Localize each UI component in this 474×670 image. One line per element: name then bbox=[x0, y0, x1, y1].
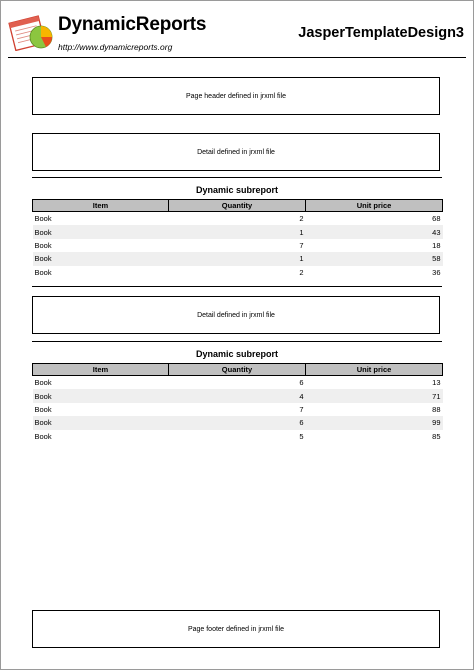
unit-price-cell: 43 bbox=[306, 225, 443, 238]
brand-url[interactable]: http://www.dynamicreports.org bbox=[58, 42, 173, 52]
quantity-cell: 7 bbox=[299, 240, 304, 250]
table-row bbox=[33, 403, 443, 416]
subreport-1-bottom-divider bbox=[32, 286, 442, 287]
item-cell: Book bbox=[33, 389, 169, 402]
subreport-1-title: Dynamic subreport bbox=[195, 185, 279, 195]
table-row bbox=[33, 266, 443, 279]
item-cell: Book bbox=[33, 225, 169, 238]
quantity-cell: 1 bbox=[169, 252, 306, 265]
column-header-item: Item bbox=[33, 200, 169, 212]
detail-text-1: Detail defined in jrxml file bbox=[197, 148, 275, 156]
quantity-cell: 4 bbox=[169, 389, 306, 402]
unit-price-cell: 68 bbox=[432, 214, 441, 224]
detail-box-2 bbox=[32, 296, 440, 334]
item-cell: Book bbox=[34, 431, 52, 441]
table-row bbox=[33, 389, 443, 402]
column-header-quantity: Quantity bbox=[169, 364, 306, 376]
page-header-text: Page header defined in jrxml file bbox=[185, 92, 286, 100]
unit-price-cell: 71 bbox=[306, 389, 443, 402]
unit-price-cell: 58 bbox=[306, 252, 443, 265]
subreport-2-title: Dynamic subreport bbox=[195, 349, 279, 359]
quantity-cell: 2 bbox=[299, 267, 304, 277]
item-cell: Book bbox=[34, 214, 52, 224]
table-row bbox=[33, 252, 443, 265]
detail-text-2: Detail defined in jrxml file bbox=[197, 311, 275, 319]
detail-box-1 bbox=[32, 133, 440, 171]
unit-price-cell: 36 bbox=[432, 267, 441, 277]
title-divider bbox=[8, 57, 466, 58]
unit-price-cell: 85 bbox=[432, 431, 441, 441]
table-header-row bbox=[33, 364, 443, 376]
column-header-unit-price: Unit price bbox=[306, 200, 443, 212]
quantity-cell: 5 bbox=[299, 431, 304, 441]
table-row bbox=[33, 212, 443, 226]
unit-price-cell: 99 bbox=[306, 416, 443, 429]
table-row bbox=[33, 239, 443, 252]
dynamicreports-logo bbox=[8, 13, 56, 51]
item-cell: Book bbox=[34, 267, 52, 277]
column-header-item: Item bbox=[33, 364, 169, 376]
page-header-box bbox=[32, 77, 440, 115]
page-footer-box bbox=[32, 610, 440, 648]
unit-price-cell: 88 bbox=[432, 404, 441, 414]
item-cell: Book bbox=[33, 416, 169, 429]
subreport-1-table bbox=[32, 199, 443, 279]
table-row bbox=[33, 430, 443, 443]
quantity-cell: 7 bbox=[299, 404, 304, 414]
table-row bbox=[33, 416, 443, 429]
quantity-cell: 6 bbox=[169, 416, 306, 429]
item-cell: Book bbox=[34, 404, 52, 414]
table-row bbox=[33, 376, 443, 390]
subreport-2-table bbox=[32, 363, 443, 443]
quantity-cell: 1 bbox=[169, 225, 306, 238]
quantity-cell: 6 bbox=[299, 378, 304, 388]
subreport-1-divider bbox=[32, 177, 442, 178]
table-header-row bbox=[33, 200, 443, 212]
table-row bbox=[33, 225, 443, 238]
quantity-cell: 2 bbox=[299, 214, 304, 224]
subreport-2-divider bbox=[32, 341, 442, 342]
unit-price-cell: 18 bbox=[432, 240, 441, 250]
item-cell: Book bbox=[33, 252, 169, 265]
column-header-quantity: Quantity bbox=[169, 200, 306, 212]
unit-price-cell: 13 bbox=[432, 378, 441, 388]
column-header-unit-price: Unit price bbox=[306, 364, 443, 376]
item-cell: Book bbox=[34, 378, 52, 388]
item-cell: Book bbox=[34, 240, 52, 250]
page-footer-text: Page footer defined in jrxml file bbox=[187, 625, 285, 633]
brand-name: DynamicReports bbox=[58, 14, 207, 35]
report-title: JasperTemplateDesign3 bbox=[298, 25, 464, 41]
